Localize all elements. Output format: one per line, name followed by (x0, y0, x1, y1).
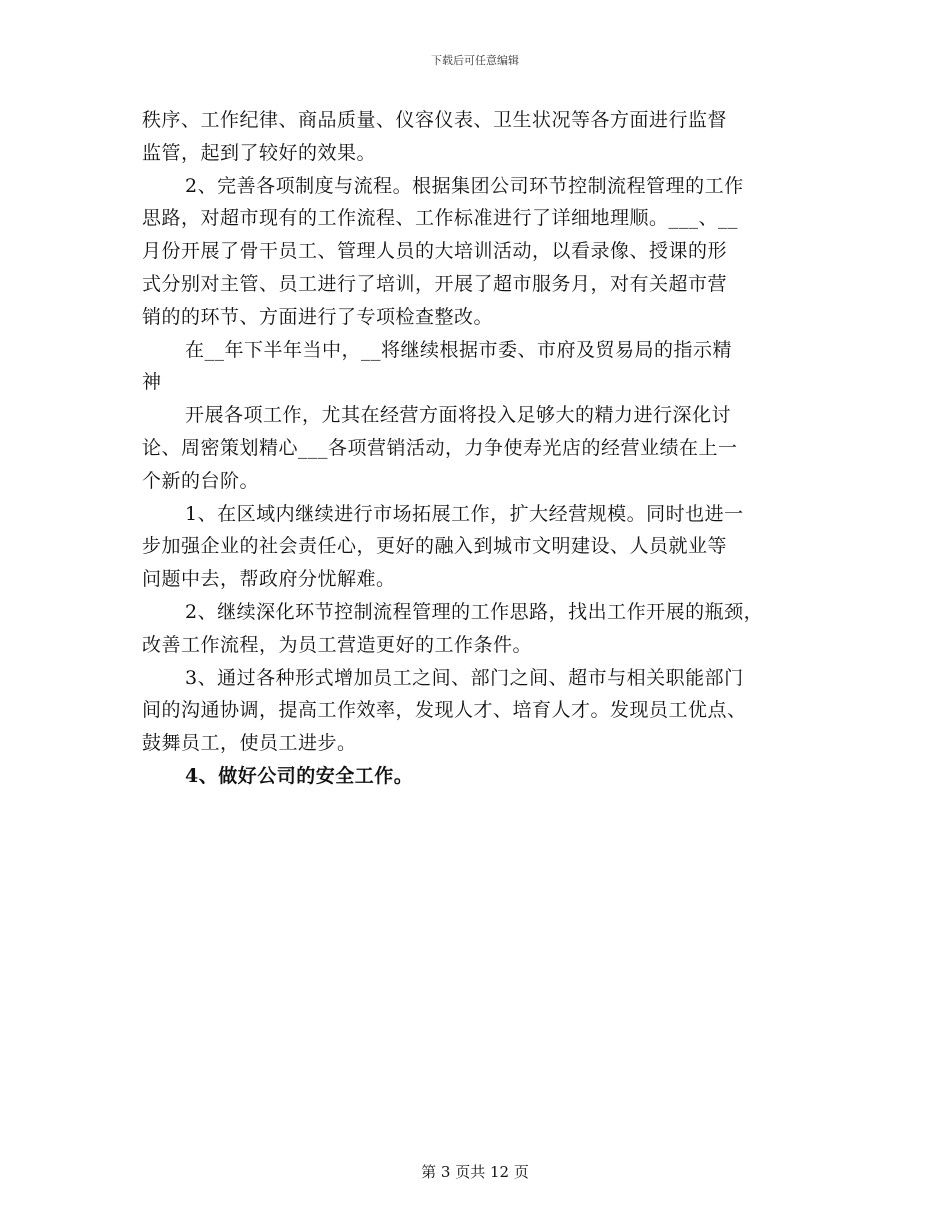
text-line-bold: 4、做好公司的安全工作。 (185, 764, 414, 787)
text-line: 开展各项工作，尤其在经营方面将投入足够大的精力进行深化讨 (185, 404, 732, 427)
text-line: 监管，起到了较好的效果。 (142, 141, 377, 164)
text-line: 间的沟通协调，提高工作效率，发现人才、培育人才。发现员工优点、 (142, 699, 747, 722)
text-line: 问题中去，帮政府分忧解难。 (142, 568, 396, 591)
page-number: 第 3 页共 12 页 (421, 1163, 529, 1181)
text-line: 2、继续深化环节控制流程管理的工作思路，找出工作开展的瓶颈， (185, 600, 764, 623)
text-line: 步加强企业的社会责任心，更好的融入到城市文明建设、人员就业等 (142, 535, 728, 558)
text-line: 秩序、工作纪律、商品质量、仪容仪表、卫生状况等各方面进行监督 (142, 109, 728, 131)
text-line: 鼓舞员工，使员工进步。 (142, 732, 357, 755)
text-line: 个新的台阶。 (142, 469, 260, 492)
text-line: 神 (142, 371, 162, 394)
text-line: 月份开展了骨干员工、管理人员的大培训活动，以看录像、授课的形 (142, 240, 728, 263)
text-line: 1、在区域内继续进行市场拓展工作，扩大经营规模。同时也进一 (185, 502, 744, 525)
text-line: 销的的环节、方面进行了专项检查整改。 (142, 305, 494, 328)
page-header-note: 下载后可任意编辑 (431, 54, 519, 67)
text-line: 2、完善各项制度与流程。根据集团公司环节控制流程管理的工作 (185, 174, 744, 197)
document-body (142, 104, 822, 793)
text-line: 在__年下半年当中，__将继续根据市委、市府及贸易局的指示精 (185, 338, 733, 361)
text-line: 3、通过各种形式增加员工之间、部门之间、超市与相关职能部门 (185, 666, 744, 689)
text-line: 改善工作流程，为员工营造更好的工作条件。 (142, 633, 533, 656)
text-line: 思路，对超市现有的工作流程、工作标准进行了详细地理顺。___、__ (142, 207, 739, 230)
text-line: 论、周密策划精心___各项营销活动，力争使寿光店的经营业绩在上一 (142, 436, 738, 459)
text-line: 式分别对主管、员工进行了培训，开展了超市服务月，对有关超市营 (142, 272, 728, 295)
